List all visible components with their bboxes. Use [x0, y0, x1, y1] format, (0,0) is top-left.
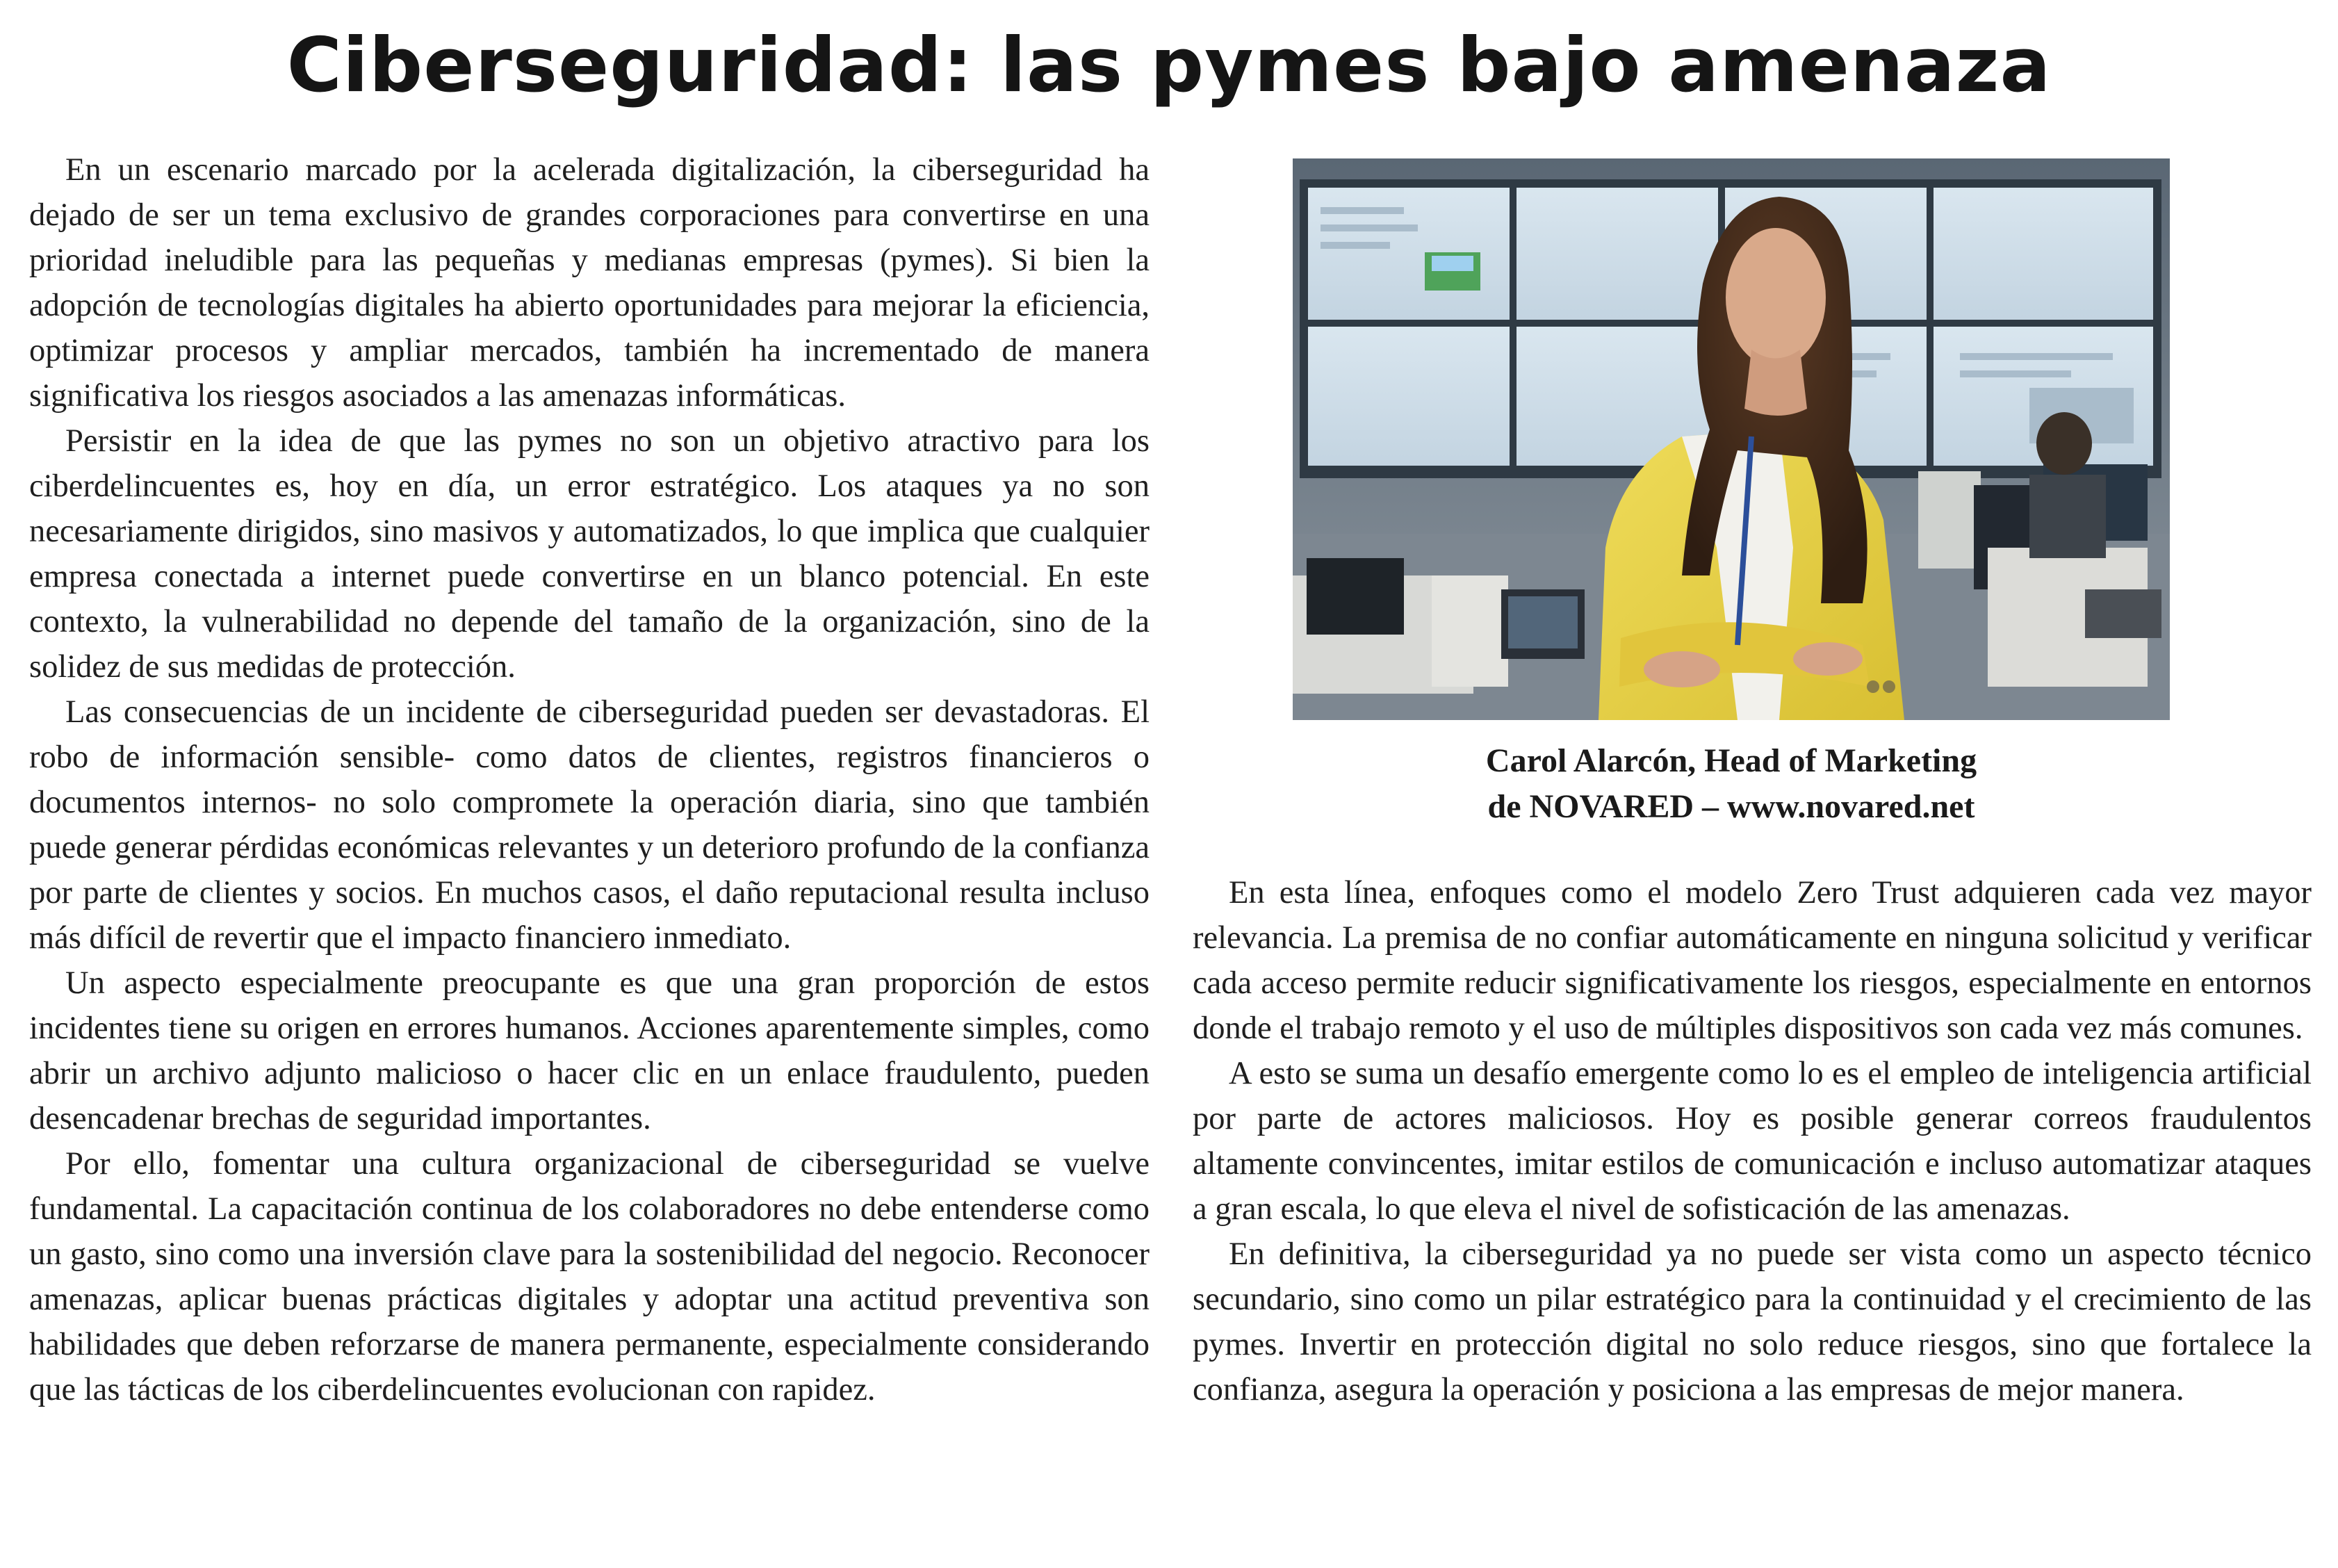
- paragraph: Persistir en la idea de que las pymes no son un objetivo atractivo para los ciberdelincuentes es, hoy en día, un error estratégico. Los ataques ya no son necesariamente dirigidos, sino masivos y automatizados, lo que implica que cualquier empresa conectada a internet puede convertirse en un blanco potencial. En este contexto, la vulnerabilidad no depende del tamaño de la organización, sino de la solidez de sus medidas de protección.: [29, 423, 1150, 685]
- paragraph: Un aspecto especialmente preocupante es que una gran proporción de estos incidentes tiene su origen en errores humanos. Acciones aparentemente simples, como abrir un archivo adjunto malicioso o hacer clic en un enlace fraudulento, pueden desencadenar brechas de seguridad importantes.: [29, 965, 1150, 1136]
- article-title: Ciberseguridad: las pymes bajo amenaza: [286, 22, 2052, 109]
- portrait-photo: [1293, 158, 2170, 720]
- caption-line: Carol Alarcón, Head of Marketing: [1485, 742, 1977, 779]
- right-column: [1193, 870, 2312, 1412]
- paragraph: A esto se suma un desafío emergente como lo es el empleo de inteligencia artificial por parte de actores maliciosos. Hoy es posible generar correos fraudulentos altamente convincentes, imitar estilos de comunicación e incluso automatizar ataques a gran escala, lo que eleva el nivel de sofisticación de las amenazas.: [1193, 1056, 2312, 1227]
- paragraph: En un escenario marcado por la acelerada digitalización, la ciberseguridad ha dejado de ser un tema exclusivo de grandes corporaciones para convertirse en una prioridad ineludible para las pequeñas y medianas empresas (pymes). Si bien la adopción de tecnologías digitales ha abierto oportunidades para mejorar la eficiencia, optimizar procesos y ampliar mercados, también ha incrementado de manera significativa los riesgos asociados a las amenazas informáticas.: [29, 152, 1150, 414]
- paragraph: Por ello, fomentar una cultura organizacional de ciberseguridad se vuelve fundamental. La capacitación continua de los colaboradores no debe entenderse como un gasto, sino como una inversión clave para la sostenibilidad del negocio. Reconocer amenazas, aplicar buenas prácticas digitales y adoptar una actitud preventiva son habilidades que deben reforzarse de manera permanente, especialmente considerando que las tácticas de los ciberdelincuentes evolucionan con rapidez.: [29, 1146, 1150, 1407]
- photo-caption: [1293, 738, 2170, 830]
- left-column: [29, 147, 1150, 1412]
- paragraph: En definitiva, la ciberseguridad ya no puede ser vista como un aspecto técnico secundario, sino como un pilar estratégico para la continuidad y el crecimiento de las pymes. Invertir en protección digital no solo reduce riesgos, sino que fortalece la confianza, asegura la operación y posiciona a las empresas de mejor manera.: [1193, 1236, 2312, 1407]
- paragraph: Las consecuencias de un incidente de ciberseguridad pueden ser devastadoras. El robo de información sensible- como datos de clientes, registros financieros o documentos internos- no solo compromete la operación diaria, sino que también puede generar pérdidas económicas relevantes y un deterioro profundo de la confianza por parte de clientes y socios. En muchos casos, el daño reputacional resulta incluso más difícil de revertir que el impacto financiero inmediato.: [29, 694, 1150, 956]
- caption-line: de NOVARED – www.novared.net: [1487, 788, 1975, 825]
- photo-illustration: [1293, 158, 2170, 720]
- paragraph: En esta línea, enfoques como el modelo Zero Trust adquieren cada vez mayor relevancia. La premisa de no confiar automáticamente en ninguna solicitud y verificar cada acceso permite reducir significativamente los riesgos, especialmente en entornos donde el trabajo remoto y el uso de múltiples dispositivos son cada vez más comunes.: [1193, 875, 2312, 1046]
